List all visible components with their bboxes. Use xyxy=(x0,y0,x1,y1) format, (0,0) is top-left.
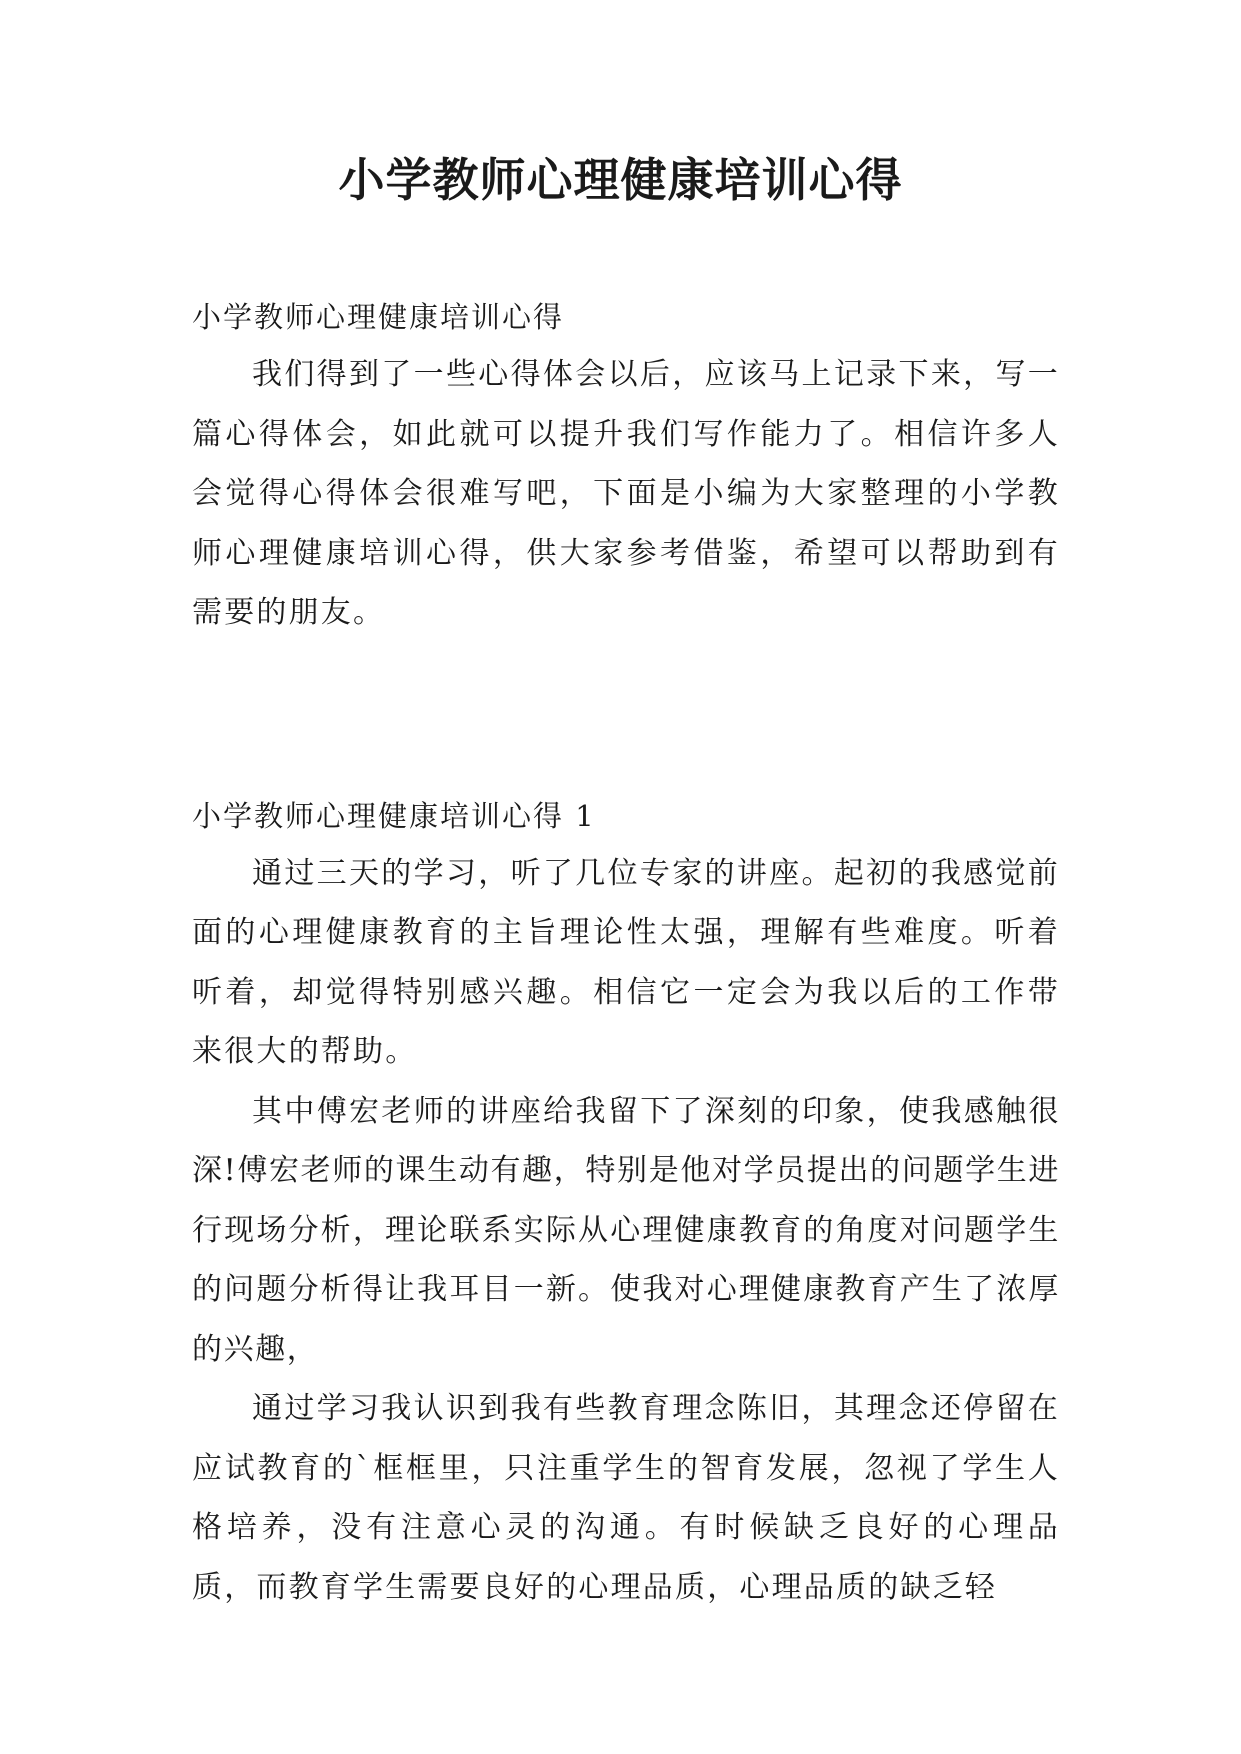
document-body xyxy=(192,290,1060,1617)
section-1-paragraph-2: 其中傅宏老师的讲座给我留下了深刻的印象，使我感触很深!傅宏老师的课生动有趣，特别是他对学员提出的问题学生进行现场分析，理论联系实际从心理健康教育的角度对问题学生的问题分析得让我耳目一新。使我对心理健康教育产生了浓厚的兴趣， xyxy=(192,1093,1060,1367)
intro-heading: 小学教师心理健康培训心得 xyxy=(192,300,565,334)
intro-paragraph: 我们得到了一些心得体会以后，应该马上记录下来，写一篇心得体会，如此就可以提升我们写作能力了。相信许多人会觉得心得体会很难写吧，下面是小编为大家整理的小学教师心理健康培训心得，供大家参考借鉴，希望可以帮助到有需要的朋友。 xyxy=(192,357,1060,630)
document-title: 小学教师心理健康培训心得 xyxy=(338,153,903,207)
section-1-heading: 小学教师心理健康培训心得 1 xyxy=(192,798,596,833)
section-spacer xyxy=(192,643,1060,789)
section-1-paragraph-3: 通过学习我认识到我有些教育理念陈旧，其理念还停留在应试教育的`框框里，只注重学生的智育发展，忽视了学生人格培养，没有注意心灵的沟通。有时候缺乏良好的心理品质，而教育学生需要良好的心理品质，心理品质的缺乏轻 xyxy=(192,1391,1060,1605)
section-1-paragraph-1: 通过三天的学习，听了几位专家的讲座。起初的我感觉前面的心理健康教育的主旨理论性太强，理解有些难度。听着听着，却觉得特别感兴趣。相信它一定会为我以后的工作带来很大的帮助。 xyxy=(192,855,1060,1069)
